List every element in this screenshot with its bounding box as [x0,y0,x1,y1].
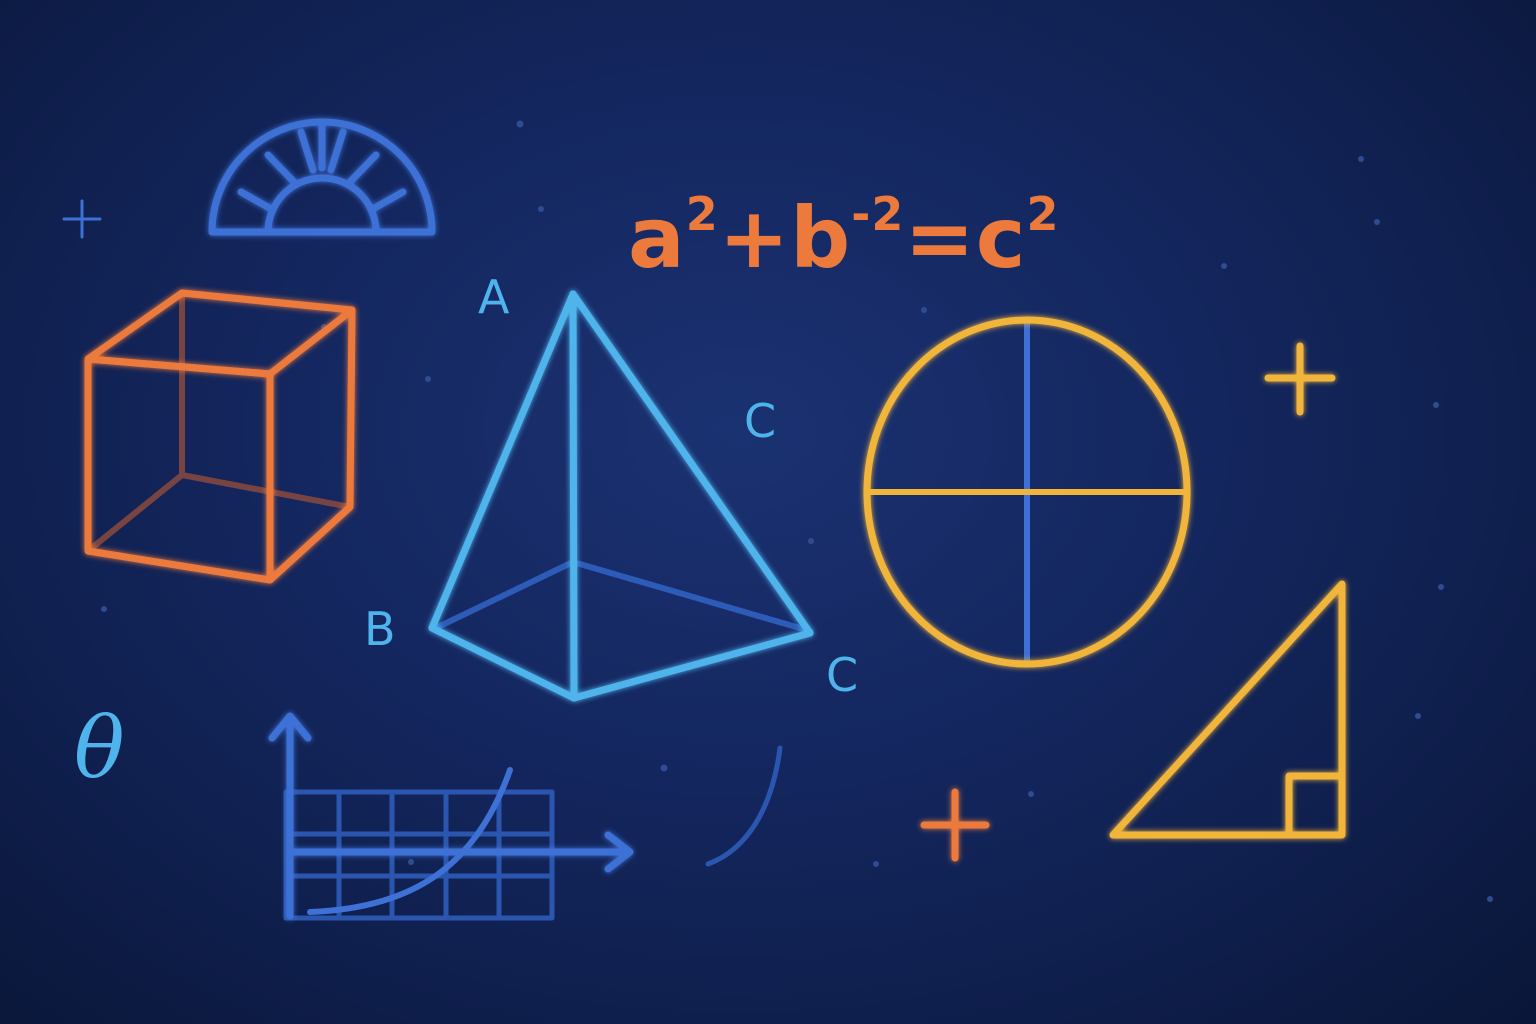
circle-quadrants-icon [867,320,1187,664]
equation-c-exponent: 2 [1026,187,1060,241]
plus-sign-icon [924,792,986,858]
pythagorean-equation [628,187,1060,287]
plus-sign-icon [1268,346,1332,412]
vertex-label-c-side: C [744,394,777,448]
equation-b: b [790,189,852,287]
vertex-label-a: A [478,270,510,324]
vertex-label-c-base: C [826,648,859,702]
equation-plus: + [718,189,791,287]
equation-a: a [628,189,686,287]
equation-c: c [975,189,1027,287]
vertex-label-b: B [364,602,396,656]
plus-sign-icon [64,201,100,237]
equation-a-exponent: 2 [685,187,719,241]
equation-equals: = [904,189,976,287]
theta-symbol: θ [74,699,125,797]
right-triangle-icon [1113,584,1342,835]
equation-b-exponent: -2 [851,187,905,241]
cube-icon [88,293,352,580]
pyramid-icon [432,294,810,698]
protractor-icon [212,122,432,232]
graph-axes-icon [272,716,780,918]
